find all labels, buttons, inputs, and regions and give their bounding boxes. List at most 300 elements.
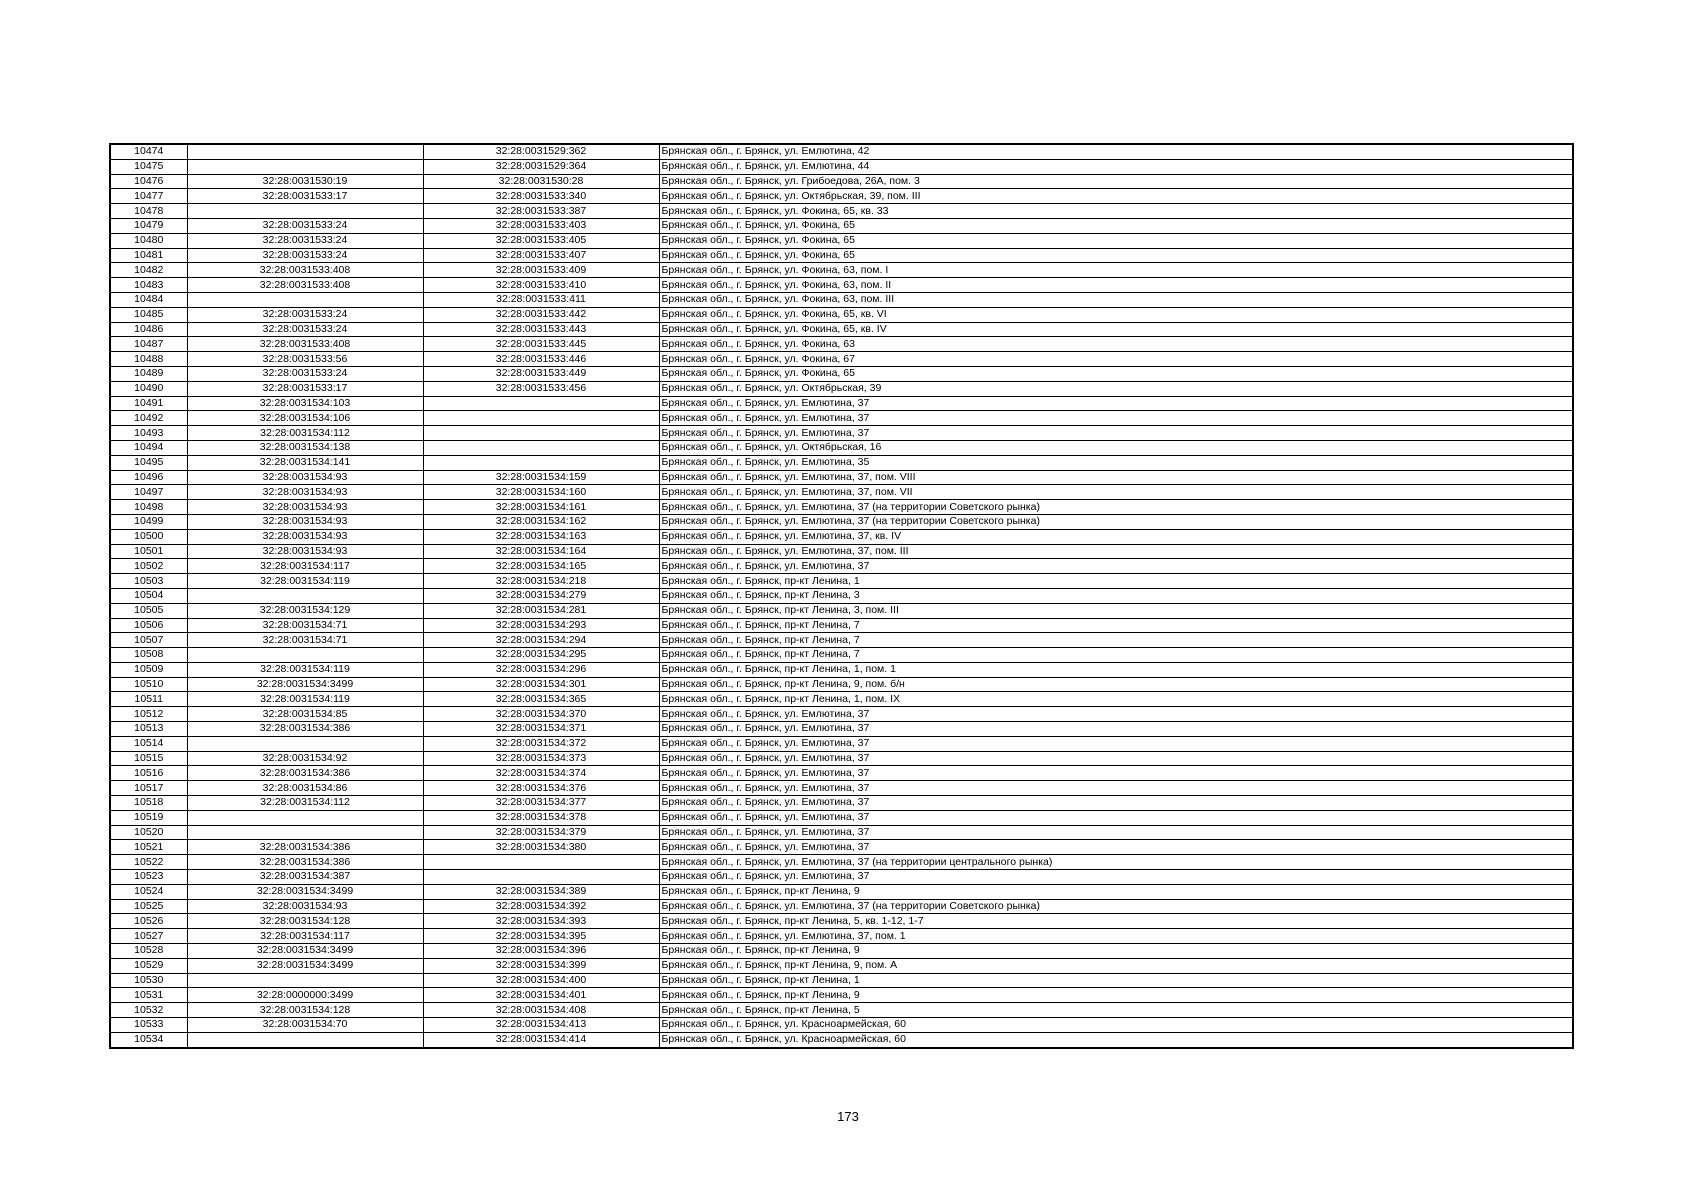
address-cell: Брянская обл., г. Брянск, ул. Грибоедова, 26А, пом. 3: [659, 174, 1573, 189]
table-row: [110, 263, 1573, 278]
table-row: [110, 396, 1573, 411]
cadastral-object-cell: 32:28:0031533:443: [423, 322, 659, 337]
cadastral-object-cell: 32:28:0031529:362: [423, 144, 659, 159]
row-number-cell: 10530: [110, 973, 187, 988]
address-cell: Брянская обл., г. Брянск, ул. Октябрьская, 16: [659, 440, 1573, 455]
table-row: [110, 426, 1573, 441]
cadastral-object-cell: 32:28:0031534:377: [423, 796, 659, 811]
cadastral-parcel-cell: 32:28:0031533:17: [187, 381, 423, 396]
cadastral-parcel-cell: 32:28:0031534:117: [187, 929, 423, 944]
cadastral-parcel-cell: 32:28:0031534:3499: [187, 677, 423, 692]
row-number-cell: 10522: [110, 855, 187, 870]
cadastral-object-cell: 32:28:0031534:218: [423, 574, 659, 589]
address-cell: Брянская обл., г. Брянск, ул. Фокина, 65, кв. IV: [659, 322, 1573, 337]
table-row: [110, 411, 1573, 426]
table-row: [110, 381, 1573, 396]
row-number-cell: 10493: [110, 426, 187, 441]
cadastral-parcel-cell: 32:28:0031534:386: [187, 855, 423, 870]
row-number-cell: 10509: [110, 662, 187, 677]
cadastral-object-cell: 32:28:0031533:409: [423, 263, 659, 278]
table-row: [110, 855, 1573, 870]
page-number: 173: [837, 1109, 859, 1124]
row-number-cell: 10501: [110, 544, 187, 559]
row-number-cell: 10531: [110, 988, 187, 1003]
address-cell: Брянская обл., г. Брянск, ул. Октябрьская, 39, пом. III: [659, 189, 1573, 204]
cadastral-object-cell: 32:28:0031534:372: [423, 736, 659, 751]
address-cell: Брянская обл., г. Брянск, ул. Емлютина, 37, пом. VIII: [659, 470, 1573, 485]
cadastral-parcel-cell: 32:28:0031534:85: [187, 707, 423, 722]
cadastral-object-cell: 32:28:0031534:373: [423, 751, 659, 766]
cadastral-object-cell: 32:28:0031534:392: [423, 899, 659, 914]
address-cell: Брянская обл., г. Брянск, ул. Емлютина, 37: [659, 840, 1573, 855]
address-cell: Брянская обл., г. Брянск, ул. Емлютина, 37: [659, 810, 1573, 825]
row-number-cell: 10520: [110, 825, 187, 840]
row-number-cell: 10474: [110, 144, 187, 159]
address-cell: Брянская обл., г. Брянск, ул. Емлютина, 37: [659, 766, 1573, 781]
cadastral-object-cell: 32:28:0031533:446: [423, 352, 659, 367]
cadastral-parcel-cell: 32:28:0031533:17: [187, 189, 423, 204]
address-cell: Брянская обл., г. Брянск, ул. Емлютина, 42: [659, 144, 1573, 159]
cadastral-object-cell: 32:28:0031533:449: [423, 366, 659, 381]
row-number-cell: 10483: [110, 278, 187, 293]
row-number-cell: 10480: [110, 233, 187, 248]
row-number-cell: 10532: [110, 1003, 187, 1018]
cadastral-parcel-cell: 32:28:0031534:3499: [187, 958, 423, 973]
cadastral-object-cell: 32:28:0031534:294: [423, 633, 659, 648]
cadastral-parcel-cell: [187, 973, 423, 988]
row-number-cell: 10495: [110, 455, 187, 470]
cadastral-parcel-cell: 32:28:0031534:93: [187, 514, 423, 529]
table-row: [110, 884, 1573, 899]
row-number-cell: 10505: [110, 603, 187, 618]
cadastral-object-cell: 32:28:0031534:293: [423, 618, 659, 633]
address-cell: Брянская обл., г. Брянск, пр-кт Ленина, 7: [659, 618, 1573, 633]
cadastral-object-cell: 32:28:0031534:399: [423, 958, 659, 973]
row-number-cell: 10476: [110, 174, 187, 189]
table-row: [110, 485, 1573, 500]
cadastral-parcel-cell: 32:28:0031534:386: [187, 766, 423, 781]
table-row: [110, 352, 1573, 367]
row-number-cell: 10526: [110, 914, 187, 929]
cadastral-object-cell: 32:28:0031533:410: [423, 278, 659, 293]
cadastral-parcel-cell: [187, 159, 423, 174]
address-cell: Брянская обл., г. Брянск, пр-кт Ленина, 7: [659, 648, 1573, 663]
table-row: [110, 1018, 1573, 1033]
cadastral-object-cell: 32:28:0031534:160: [423, 485, 659, 500]
cadastral-parcel-cell: 32:28:0031534:86: [187, 781, 423, 796]
cadastral-parcel-cell: 32:28:0031534:106: [187, 411, 423, 426]
address-cell: Брянская обл., г. Брянск, ул. Красноармейская, 60: [659, 1032, 1573, 1047]
cadastral-object-cell: 32:28:0031533:411: [423, 292, 659, 307]
address-cell: Брянская обл., г. Брянск, ул. Емлютина, 37: [659, 825, 1573, 840]
address-cell: Брянская обл., г. Брянск, ул. Красноармейская, 60: [659, 1018, 1573, 1033]
address-cell: Брянская обл., г. Брянск, ул. Емлютина, 37: [659, 722, 1573, 737]
address-cell: Брянская обл., г. Брянск, пр-кт Ленина, 9: [659, 988, 1573, 1003]
table-row: [110, 618, 1573, 633]
cadastral-parcel-cell: 32:28:0031533:56: [187, 352, 423, 367]
address-cell: Брянская обл., г. Брянск, ул. Фокина, 65: [659, 248, 1573, 263]
table-row: [110, 529, 1573, 544]
row-number-cell: 10528: [110, 944, 187, 959]
address-cell: Брянская обл., г. Брянск, пр-кт Ленина, 9: [659, 944, 1573, 959]
address-cell: Брянская обл., г. Брянск, ул. Фокина, 65: [659, 233, 1573, 248]
cadastral-parcel-cell: [187, 292, 423, 307]
row-number-cell: 10504: [110, 588, 187, 603]
row-number-cell: 10481: [110, 248, 187, 263]
row-number-cell: 10514: [110, 736, 187, 751]
cadastral-object-cell: 32:28:0031533:403: [423, 218, 659, 233]
cadastral-parcel-cell: 32:28:0031533:408: [187, 263, 423, 278]
cadastral-parcel-cell: 32:28:0031534:387: [187, 870, 423, 885]
cadastral-parcel-cell: 32:28:0031534:93: [187, 529, 423, 544]
cadastral-object-cell: 32:28:0031534:395: [423, 929, 659, 944]
cadastral-object-cell: 32:28:0031534:400: [423, 973, 659, 988]
row-number-cell: 10482: [110, 263, 187, 278]
cadastral-parcel-cell: 32:28:0031534:93: [187, 544, 423, 559]
address-cell: Брянская обл., г. Брянск, ул. Емлютина, 37, кв. IV: [659, 529, 1573, 544]
cadastral-parcel-cell: 32:28:0031534:386: [187, 722, 423, 737]
row-number-cell: 10497: [110, 485, 187, 500]
row-number-cell: 10478: [110, 204, 187, 219]
row-number-cell: 10492: [110, 411, 187, 426]
table-row: [110, 278, 1573, 293]
row-number-cell: 10510: [110, 677, 187, 692]
cadastral-parcel-cell: 32:28:0031533:24: [187, 233, 423, 248]
address-cell: Брянская обл., г. Брянск, ул. Емлютина, 37 (на территории Советского рынка): [659, 899, 1573, 914]
table-row: [110, 707, 1573, 722]
cadastral-object-cell: 32:28:0031534:296: [423, 662, 659, 677]
cadastral-parcel-cell: 32:28:0031533:408: [187, 278, 423, 293]
cadastral-parcel-cell: 32:28:0031533:24: [187, 322, 423, 337]
cadastral-parcel-cell: 32:28:0031533:24: [187, 366, 423, 381]
row-number-cell: 10498: [110, 500, 187, 515]
address-cell: Брянская обл., г. Брянск, ул. Емлютина, 37 (на территории Советского рынка): [659, 514, 1573, 529]
row-number-cell: 10496: [110, 470, 187, 485]
cadastral-parcel-cell: 32:28:0031534:386: [187, 840, 423, 855]
table-row: [110, 840, 1573, 855]
cadastral-object-cell: [423, 855, 659, 870]
row-number-cell: 10516: [110, 766, 187, 781]
table-row: [110, 810, 1573, 825]
address-cell: Брянская обл., г. Брянск, ул. Емлютина, 37: [659, 396, 1573, 411]
cadastral-parcel-cell: 32:28:0031534:93: [187, 485, 423, 500]
cadastral-object-cell: 32:28:0031534:378: [423, 810, 659, 825]
cadastral-parcel-cell: [187, 204, 423, 219]
cadastral-parcel-cell: 32:28:0031534:128: [187, 914, 423, 929]
cadastral-object-cell: 32:28:0031533:407: [423, 248, 659, 263]
table-row: [110, 722, 1573, 737]
cadastral-object-cell: 32:28:0031534:370: [423, 707, 659, 722]
table-row: [110, 692, 1573, 707]
cadastral-parcel-cell: 32:28:0031534:3499: [187, 884, 423, 899]
cadastral-object-cell: 32:28:0031533:456: [423, 381, 659, 396]
table-row: [110, 366, 1573, 381]
cadastral-parcel-cell: 32:28:0031534:93: [187, 500, 423, 515]
table-row: [110, 825, 1573, 840]
cadastral-object-cell: [423, 455, 659, 470]
cadastral-object-cell: [423, 411, 659, 426]
address-cell: Брянская обл., г. Брянск, ул. Емлютина, 44: [659, 159, 1573, 174]
cadastral-object-cell: 32:28:0031534:164: [423, 544, 659, 559]
table-row: [110, 204, 1573, 219]
cadastral-object-cell: 32:28:0031534:163: [423, 529, 659, 544]
table-row: [110, 455, 1573, 470]
address-cell: Брянская обл., г. Брянск, пр-кт Ленина, 9, пом. б/н: [659, 677, 1573, 692]
cadastral-parcel-cell: 32:28:0031534:112: [187, 426, 423, 441]
cadastral-parcel-cell: 32:28:0031534:119: [187, 692, 423, 707]
address-cell: Брянская обл., г. Брянск, пр-кт Ленина, 3: [659, 588, 1573, 603]
cadastral-parcel-cell: 32:28:0031534:92: [187, 751, 423, 766]
table-row: [110, 514, 1573, 529]
table-row: [110, 559, 1573, 574]
table-row: [110, 500, 1573, 515]
row-number-cell: 10502: [110, 559, 187, 574]
table-row: [110, 781, 1573, 796]
row-number-cell: 10515: [110, 751, 187, 766]
address-cell: Брянская обл., г. Брянск, ул. Емлютина, 37: [659, 796, 1573, 811]
row-number-cell: 10494: [110, 440, 187, 455]
cadastral-parcel-cell: 32:28:0031534:93: [187, 899, 423, 914]
cadastral-parcel-cell: [187, 648, 423, 663]
cadastral-object-cell: 32:28:0031533:340: [423, 189, 659, 204]
table-row: [110, 677, 1573, 692]
address-cell: Брянская обл., г. Брянск, пр-кт Ленина, 5: [659, 1003, 1573, 1018]
table-row: [110, 292, 1573, 307]
row-number-cell: 10485: [110, 307, 187, 322]
cadastral-parcel-cell: 32:28:0031533:24: [187, 248, 423, 263]
address-cell: Брянская обл., г. Брянск, пр-кт Ленина, 1, пом. 1: [659, 662, 1573, 677]
cadastral-object-cell: 32:28:0031534:408: [423, 1003, 659, 1018]
address-cell: Брянская обл., г. Брянск, ул. Фокина, 63, пом. I: [659, 263, 1573, 278]
table-row: [110, 470, 1573, 485]
row-number-cell: 10518: [110, 796, 187, 811]
address-cell: Брянская обл., г. Брянск, ул. Емлютина, 37: [659, 870, 1573, 885]
address-cell: Брянская обл., г. Брянск, ул. Фокина, 63: [659, 337, 1573, 352]
row-number-cell: 10503: [110, 574, 187, 589]
table-row: [110, 929, 1573, 944]
cadastral-object-cell: 32:28:0031534:165: [423, 559, 659, 574]
cadastral-object-cell: 32:28:0031534:396: [423, 944, 659, 959]
address-cell: Брянская обл., г. Брянск, пр-кт Ленина, 1, пом. IX: [659, 692, 1573, 707]
address-cell: Брянская обл., г. Брянск, ул. Фокина, 65: [659, 218, 1573, 233]
address-cell: Брянская обл., г. Брянск, ул. Емлютина, 35: [659, 455, 1573, 470]
cadastral-object-cell: 32:28:0031534:301: [423, 677, 659, 692]
row-number-cell: 10487: [110, 337, 187, 352]
cadastral-parcel-cell: [187, 810, 423, 825]
cadastral-object-cell: 32:28:0031534:365: [423, 692, 659, 707]
table-row: [110, 233, 1573, 248]
table-row: [110, 958, 1573, 973]
table-row: [110, 603, 1573, 618]
cadastral-object-cell: [423, 870, 659, 885]
cadastral-parcel-cell: 32:28:0000000:3499: [187, 988, 423, 1003]
cadastral-object-cell: 32:28:0031534:401: [423, 988, 659, 1003]
cadastral-parcel-cell: 32:28:0031533:24: [187, 218, 423, 233]
address-cell: Брянская обл., г. Брянск, ул. Емлютина, 37: [659, 426, 1573, 441]
cadastral-object-cell: 32:28:0031534:279: [423, 588, 659, 603]
cadastral-parcel-cell: 32:28:0031534:128: [187, 1003, 423, 1018]
address-cell: Брянская обл., г. Брянск, пр-кт Ленина, 9, пом. А: [659, 958, 1573, 973]
row-number-cell: 10519: [110, 810, 187, 825]
table-row: [110, 944, 1573, 959]
row-number-cell: 10491: [110, 396, 187, 411]
row-number-cell: 10475: [110, 159, 187, 174]
address-cell: Брянская обл., г. Брянск, ул. Емлютина, 37 (на территории Советского рынка): [659, 500, 1573, 515]
address-cell: Брянская обл., г. Брянск, пр-кт Ленина, 7: [659, 633, 1573, 648]
address-cell: Брянская обл., г. Брянск, пр-кт Ленина, 9: [659, 884, 1573, 899]
cadastral-parcel-cell: [187, 825, 423, 840]
table-row: [110, 144, 1573, 159]
cadastral-object-cell: [423, 396, 659, 411]
table-row: [110, 440, 1573, 455]
address-cell: Брянская обл., г. Брянск, ул. Фокина, 63, пом. III: [659, 292, 1573, 307]
address-cell: Брянская обл., г. Брянск, ул. Фокина, 67: [659, 352, 1573, 367]
row-number-cell: 10521: [110, 840, 187, 855]
table-row: [110, 174, 1573, 189]
cadastral-object-cell: 32:28:0031534:295: [423, 648, 659, 663]
address-cell: Брянская обл., г. Брянск, ул. Фокина, 65, кв. VI: [659, 307, 1573, 322]
cadastral-object-cell: 32:28:0031534:159: [423, 470, 659, 485]
row-number-cell: 10508: [110, 648, 187, 663]
cadastral-parcel-cell: [187, 1032, 423, 1047]
cadastral-parcel-cell: 32:28:0031534:119: [187, 574, 423, 589]
cadastral-object-cell: 32:28:0031534:413: [423, 1018, 659, 1033]
table-row: [110, 1003, 1573, 1018]
row-number-cell: 10507: [110, 633, 187, 648]
table-row: [110, 899, 1573, 914]
cadastral-object-cell: 32:28:0031530:28: [423, 174, 659, 189]
address-cell: Брянская обл., г. Брянск, ул. Емлютина, 37: [659, 559, 1573, 574]
table-row: [110, 544, 1573, 559]
table-row: [110, 751, 1573, 766]
cadastral-parcel-cell: 32:28:0031534:71: [187, 633, 423, 648]
row-number-cell: 10489: [110, 366, 187, 381]
row-number-cell: 10512: [110, 707, 187, 722]
address-cell: Брянская обл., г. Брянск, ул. Фокина, 65, кв. 33: [659, 204, 1573, 219]
address-cell: Брянская обл., г. Брянск, пр-кт Ленина, 1: [659, 574, 1573, 589]
cadastral-parcel-cell: 32:28:0031534:70: [187, 1018, 423, 1033]
address-cell: Брянская обл., г. Брянск, ул. Фокина, 63, пом. II: [659, 278, 1573, 293]
cadastral-object-cell: 32:28:0031534:393: [423, 914, 659, 929]
table-row: [110, 662, 1573, 677]
table-row: [110, 248, 1573, 263]
row-number-cell: 10533: [110, 1018, 187, 1033]
address-cell: Брянская обл., г. Брянск, ул. Емлютина, 37, пом. 1: [659, 929, 1573, 944]
address-cell: Брянская обл., г. Брянск, пр-кт Ленина, 3, пом. III: [659, 603, 1573, 618]
cadastral-parcel-cell: 32:28:0031533:408: [187, 337, 423, 352]
row-number-cell: 10490: [110, 381, 187, 396]
table-row: [110, 796, 1573, 811]
cadastral-parcel-cell: [187, 144, 423, 159]
register-table-body: [110, 144, 1573, 1048]
cadastral-object-cell: 32:28:0031534:161: [423, 500, 659, 515]
address-cell: Брянская обл., г. Брянск, ул. Емлютина, 37: [659, 781, 1573, 796]
address-cell: Брянская обл., г. Брянск, ул. Емлютина, 37: [659, 411, 1573, 426]
row-number-cell: 10527: [110, 929, 187, 944]
row-number-cell: 10524: [110, 884, 187, 899]
cadastral-parcel-cell: [187, 736, 423, 751]
cadastral-object-cell: 32:28:0031534:376: [423, 781, 659, 796]
table-row: [110, 159, 1573, 174]
cadastral-object-cell: 32:28:0031534:374: [423, 766, 659, 781]
row-number-cell: 10506: [110, 618, 187, 633]
address-cell: Брянская обл., г. Брянск, ул. Фокина, 65: [659, 366, 1573, 381]
cadastral-parcel-cell: 32:28:0031534:141: [187, 455, 423, 470]
cadastral-parcel-cell: 32:28:0031534:129: [187, 603, 423, 618]
cadastral-parcel-cell: 32:28:0031534:112: [187, 796, 423, 811]
cadastral-object-cell: 32:28:0031534:380: [423, 840, 659, 855]
row-number-cell: 10484: [110, 292, 187, 307]
table-row: [110, 189, 1573, 204]
cadastral-object-cell: 32:28:0031534:162: [423, 514, 659, 529]
cadastral-parcel-cell: 32:28:0031534:117: [187, 559, 423, 574]
cadastral-object-cell: 32:28:0031533:405: [423, 233, 659, 248]
cadastral-object-cell: 32:28:0031533:445: [423, 337, 659, 352]
cadastral-parcel-cell: 32:28:0031534:103: [187, 396, 423, 411]
cadastral-parcel-cell: 32:28:0031534:119: [187, 662, 423, 677]
table-row: [110, 588, 1573, 603]
row-number-cell: 10534: [110, 1032, 187, 1047]
cadastral-object-cell: 32:28:0031534:371: [423, 722, 659, 737]
table-row: [110, 337, 1573, 352]
row-number-cell: 10517: [110, 781, 187, 796]
row-number-cell: 10477: [110, 189, 187, 204]
row-number-cell: 10488: [110, 352, 187, 367]
table-row: [110, 1032, 1573, 1047]
row-number-cell: 10525: [110, 899, 187, 914]
cadastral-object-cell: 32:28:0031534:389: [423, 884, 659, 899]
address-cell: Брянская обл., г. Брянск, пр-кт Ленина, 5, кв. 1-12, 1-7: [659, 914, 1573, 929]
table-row: [110, 736, 1573, 751]
cadastral-parcel-cell: 32:28:0031534:3499: [187, 944, 423, 959]
cadastral-object-cell: 32:28:0031534:414: [423, 1032, 659, 1047]
cadastral-object-cell: 32:28:0031534:379: [423, 825, 659, 840]
cadastral-parcel-cell: [187, 588, 423, 603]
cadastral-object-cell: 32:28:0031529:364: [423, 159, 659, 174]
cadastral-parcel-cell: 32:28:0031533:24: [187, 307, 423, 322]
table-row: [110, 574, 1573, 589]
address-cell: Брянская обл., г. Брянск, ул. Емлютина, 37: [659, 751, 1573, 766]
address-cell: Брянская обл., г. Брянск, ул. Емлютина, 37: [659, 736, 1573, 751]
address-cell: Брянская обл., г. Брянск, ул. Емлютина, 37, пом. VII: [659, 485, 1573, 500]
table-row: [110, 633, 1573, 648]
row-number-cell: 10499: [110, 514, 187, 529]
table-row: [110, 218, 1573, 233]
cadastral-parcel-cell: 32:28:0031534:138: [187, 440, 423, 455]
table-row: [110, 914, 1573, 929]
table-row: [110, 870, 1573, 885]
cadastral-object-cell: [423, 440, 659, 455]
table-row: [110, 988, 1573, 1003]
cadastral-object-cell: 32:28:0031534:281: [423, 603, 659, 618]
cadastral-parcel-cell: 32:28:0031534:93: [187, 470, 423, 485]
table-row: [110, 973, 1573, 988]
cadastral-object-cell: [423, 426, 659, 441]
row-number-cell: 10513: [110, 722, 187, 737]
row-number-cell: 10523: [110, 870, 187, 885]
cadastral-parcel-cell: 32:28:0031530:19: [187, 174, 423, 189]
row-number-cell: 10500: [110, 529, 187, 544]
register-table: [109, 143, 1574, 1049]
address-cell: Брянская обл., г. Брянск, ул. Емлютина, 37 (на территории центрального рынка): [659, 855, 1573, 870]
table-row: [110, 322, 1573, 337]
table-row: [110, 766, 1573, 781]
row-number-cell: 10529: [110, 958, 187, 973]
address-cell: Брянская обл., г. Брянск, ул. Емлютина, 37, пом. III: [659, 544, 1573, 559]
address-cell: Брянская обл., г. Брянск, ул. Октябрьская, 39: [659, 381, 1573, 396]
table-row: [110, 307, 1573, 322]
cadastral-object-cell: 32:28:0031533:387: [423, 204, 659, 219]
